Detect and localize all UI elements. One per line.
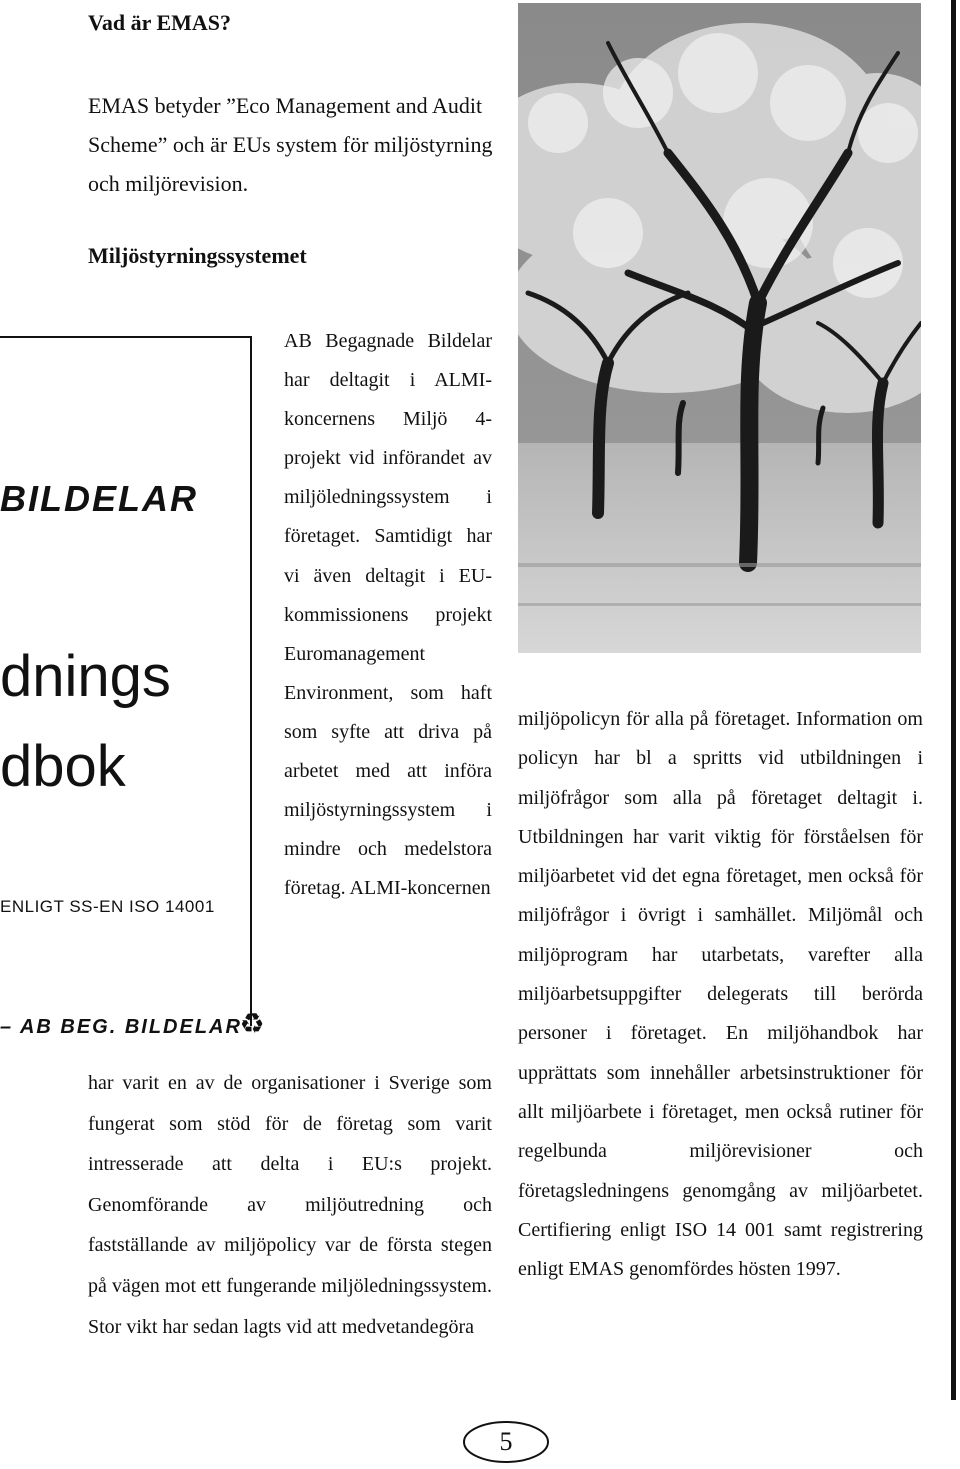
intro-heading: Vad är EMAS? bbox=[88, 10, 232, 35]
cover-standard: ENLIGT SS-EN ISO 14001 bbox=[0, 897, 215, 916]
orchard-photo bbox=[518, 3, 921, 653]
cover-line-2: dbok bbox=[0, 734, 126, 799]
section-heading: Miljöstyrningssystemet bbox=[88, 243, 307, 268]
narrow-text: AB Begagnade Bildelar har deltagit i ALMI-koncernens Miljö 4-projekt vid införandet av miljöledningssystem i företaget. Samtidigt har vi även deltagit i EU-kommissionens projekt Euromanagement Environment, som haft som syfte att driva på arbetet med att införa miljöstyrningssystem i mindre och medelstora företag. ALMI-koncernen bbox=[284, 330, 492, 900]
right-column bbox=[518, 700, 923, 1289]
cover-line-1: dnings bbox=[0, 644, 171, 709]
intro-text: EMAS betyder ”Eco Management and Audit Scheme” och är EUs system för miljöstyrning och miljörevision. bbox=[88, 93, 493, 196]
wide-text: har varit en av de organisationer i Sverige som fungerat som stöd för de företag som varit intresserade att delta i EU:s projekt. Genomförande av miljöutredning och fastställande av miljöpolicy var de första stegen på vägen mot ett fungerande miljöledningssystem. Stor vikt har sedan lagts vid att medvetandegöra bbox=[88, 1072, 492, 1338]
right-text: miljöpolicyn för alla på företaget. Information om policyn har bl a spritts vid utbildningen i miljöfrågor som alla på företaget deltagit i. Utbildningen har varit viktig för förståelsen för miljöarbetet vid det egna företaget, men också för miljöfrågor i övrigt i samhället. Miljömål och miljöprogram har utarbetats, varefter alla miljöarbetsuppgifter delegerats till berörda personer i företaget. En miljöhandbok har upprättats som innehåller arbetsinstruktioner för allt miljöarbete i företaget, men också rutiner för regelbunda miljörevisioner och företagsledningens genomgång av miljöarbetet. Certifiering enligt ISO 14 001 samt registrering enligt EMAS genomfördes hösten 1997. bbox=[518, 708, 923, 1281]
wide-column bbox=[88, 1063, 492, 1347]
cover-frame-top bbox=[0, 336, 252, 338]
page-number-badge bbox=[462, 1420, 550, 1464]
page-number: 5 bbox=[499, 1427, 513, 1456]
cover-title: BILDELAR bbox=[0, 478, 198, 519]
cover-frame-right bbox=[250, 336, 252, 1026]
narrow-column bbox=[284, 322, 492, 908]
page-edge-bar bbox=[951, 0, 956, 1400]
recycle-icon: ♻ bbox=[239, 1009, 265, 1040]
cover-brand: – AB BEG. BILDELAR bbox=[0, 1016, 242, 1038]
intro-paragraph bbox=[88, 86, 498, 203]
